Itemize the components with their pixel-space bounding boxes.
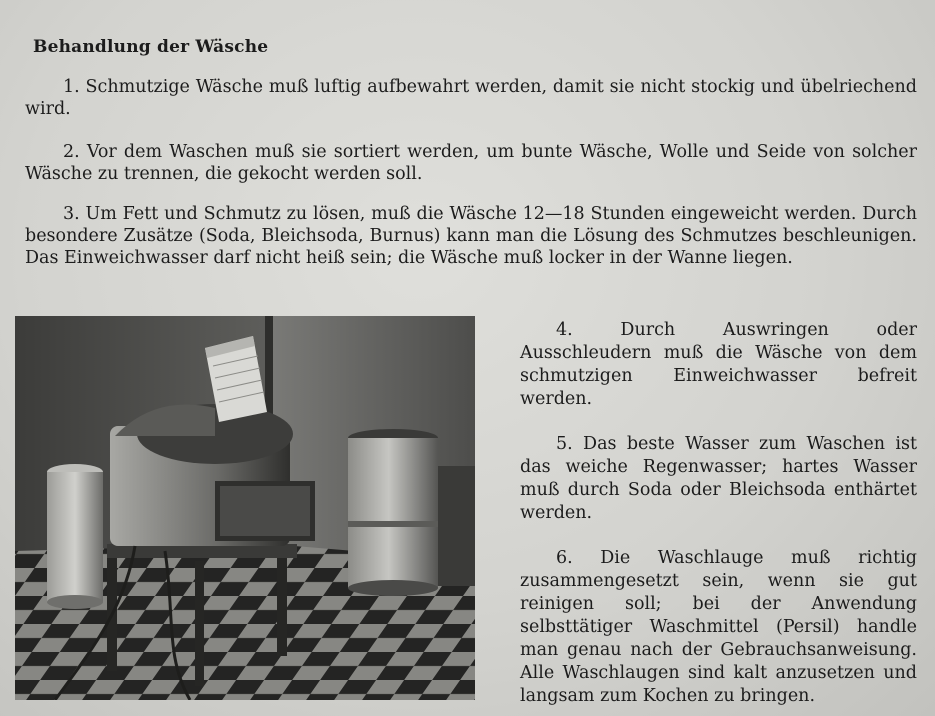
- paragraph-1: 1. Schmutzige Wäsche muß luftig aufbewahrt werden, damit sie nicht stockig und übelriechend wird.: [25, 77, 917, 119]
- section-heading: Behandlung der Wäsche: [33, 37, 269, 57]
- washing-machine-photo: [15, 316, 475, 700]
- paragraph-5: 5. Das beste Wasser zum Waschen ist das weiche Regenwasser; hartes Wasser muß durch Soda oder Bleichsoda enthärtet werden.: [520, 434, 917, 523]
- paragraph-6: 6. Die Waschlauge muß richtig zusammengesetzt sein, wenn sie gut reinigen soll; bei der Anwendung selbsttätiger Waschmittel (Persil) handle man genau nach der Gebrauchsanweisung. Alle Waschlaugen sind kalt anzusetzen und langsam zum Kochen zu bringen.: [520, 548, 917, 706]
- paragraph-4: 4. Durch Auswringen oder Ausschleudern muß die Wäsche von dem schmutzigen Einweichwasser befreit werden.: [520, 320, 917, 409]
- paragraph-3: 3. Um Fett und Schmutz zu lösen, muß die Wäsche 12—18 Stunden eingeweicht werden. Durch besondere Zusätze (Soda, Bleichsoda, Burnus) kann man die Lösung des Schmutzes beschleunigen. Das Einweichwasser darf nicht heiß sein; die Wäsche muß locker in der Wanne liegen.: [25, 204, 917, 268]
- paragraph-2: 2. Vor dem Waschen muß sie sortiert werden, um bunte Wäsche, Wolle und Seide von solcher Wäsche zu trennen, die gekocht werden soll.: [25, 142, 917, 184]
